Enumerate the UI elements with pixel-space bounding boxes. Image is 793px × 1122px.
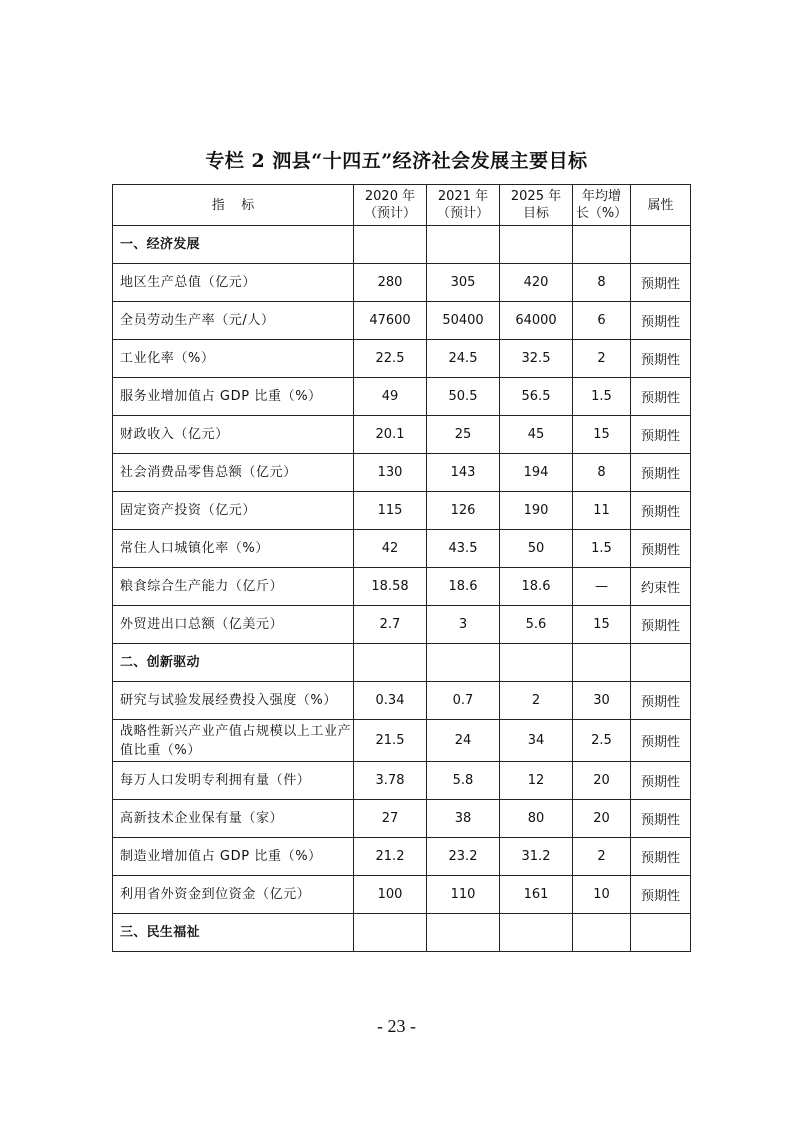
value-2021: 24.5 xyxy=(427,340,500,378)
value-2025: 194 xyxy=(500,454,573,492)
table-row xyxy=(113,492,691,530)
header-2025-line1: 2025 年 xyxy=(510,189,562,204)
value-2020: 2.7 xyxy=(354,606,427,644)
value-2025: 31.2 xyxy=(500,838,573,876)
header-attribute-label: 属性 xyxy=(647,197,674,213)
page-number: - 23 - xyxy=(377,1016,416,1036)
value-growth: 2 xyxy=(573,838,631,876)
value-2020: 0.34 xyxy=(354,682,427,720)
indicator-name: 地区生产总值（亿元） xyxy=(113,264,354,302)
value-growth: 6 xyxy=(573,302,631,340)
empty-cell xyxy=(573,226,631,264)
table-title: 专栏 2 泗县“十四五”经济社会发展主要目标 xyxy=(205,150,588,172)
indicator-name: 利用省外资金到位资金（亿元） xyxy=(113,876,354,914)
indicator-name: 每万人口发明专利拥有量（件） xyxy=(113,762,354,800)
header-row xyxy=(113,185,691,226)
value-attribute: 预期性 xyxy=(631,530,691,568)
value-2025: 190 xyxy=(500,492,573,530)
value-2021: 50.5 xyxy=(427,378,500,416)
value-2021: 18.6 xyxy=(427,568,500,606)
empty-cell xyxy=(631,644,691,682)
header-growth-line2: 长（%） xyxy=(575,206,628,221)
value-2021: 25 xyxy=(427,416,500,454)
header-indicator-label: 指 标 xyxy=(211,197,255,213)
value-2020: 49 xyxy=(354,378,427,416)
empty-cell xyxy=(354,914,427,952)
table-row xyxy=(113,682,691,720)
empty-cell xyxy=(573,914,631,952)
section-title: 二、创新驱动 xyxy=(113,644,354,682)
value-2025: 64000 xyxy=(500,302,573,340)
value-2021: 50400 xyxy=(427,302,500,340)
value-growth: 8 xyxy=(573,454,631,492)
indicator-name: 外贸进出口总额（亿美元） xyxy=(113,606,354,644)
indicator-name: 制造业增加值占 GDP 比重（%） xyxy=(113,838,354,876)
value-2020: 47600 xyxy=(354,302,427,340)
indicator-name: 粮食综合生产能力（亿斤） xyxy=(113,568,354,606)
value-2020: 3.78 xyxy=(354,762,427,800)
value-2021: 5.8 xyxy=(427,762,500,800)
value-2020: 100 xyxy=(354,876,427,914)
table-row xyxy=(113,720,691,762)
value-attribute: 预期性 xyxy=(631,378,691,416)
goals-table xyxy=(112,184,691,952)
table-row xyxy=(113,800,691,838)
header-attribute xyxy=(631,185,691,226)
value-attribute: 预期性 xyxy=(631,454,691,492)
value-2020: 21.5 xyxy=(354,720,427,762)
empty-cell xyxy=(354,644,427,682)
value-2025: 34 xyxy=(500,720,573,762)
value-2021: 305 xyxy=(427,264,500,302)
value-2021: 43.5 xyxy=(427,530,500,568)
table-row xyxy=(113,568,691,606)
value-growth: 2.5 xyxy=(573,720,631,762)
header-2020-line1: 2020 年 xyxy=(364,189,416,204)
value-2025: 80 xyxy=(500,800,573,838)
indicator-name: 战略性新兴产业产值占规模以上工业产值比重（%） xyxy=(113,720,354,762)
value-2025: 56.5 xyxy=(500,378,573,416)
value-2021: 126 xyxy=(427,492,500,530)
value-2021: 143 xyxy=(427,454,500,492)
value-2020: 22.5 xyxy=(354,340,427,378)
value-2025: 12 xyxy=(500,762,573,800)
value-growth: 20 xyxy=(573,762,631,800)
value-growth: 8 xyxy=(573,264,631,302)
value-2020: 42 xyxy=(354,530,427,568)
value-attribute: 预期性 xyxy=(631,720,691,762)
section-row-wellbeing xyxy=(113,914,691,952)
value-attribute: 约束性 xyxy=(631,568,691,606)
value-2025: 50 xyxy=(500,530,573,568)
table-row xyxy=(113,838,691,876)
value-2020: 18.58 xyxy=(354,568,427,606)
value-2020: 130 xyxy=(354,454,427,492)
value-growth: 1.5 xyxy=(573,378,631,416)
empty-cell xyxy=(573,644,631,682)
value-growth: 20 xyxy=(573,800,631,838)
value-2020: 20.1 xyxy=(354,416,427,454)
header-growth-line1: 年均增 xyxy=(581,189,621,204)
value-growth: 2 xyxy=(573,340,631,378)
value-2021: 23.2 xyxy=(427,838,500,876)
value-attribute: 预期性 xyxy=(631,264,691,302)
empty-cell xyxy=(427,226,500,264)
value-attribute: 预期性 xyxy=(631,302,691,340)
indicator-name: 固定资产投资（亿元） xyxy=(113,492,354,530)
value-attribute: 预期性 xyxy=(631,800,691,838)
indicator-name: 高新技术企业保有量（家） xyxy=(113,800,354,838)
header-2021 xyxy=(427,185,500,226)
empty-cell xyxy=(427,914,500,952)
indicator-name: 全员劳动生产率（元/人） xyxy=(113,302,354,340)
section-row-economy xyxy=(113,226,691,264)
value-attribute: 预期性 xyxy=(631,762,691,800)
indicator-name: 常住人口城镇化率（%） xyxy=(113,530,354,568)
value-2025: 5.6 xyxy=(500,606,573,644)
section-row-innovation xyxy=(113,644,691,682)
value-2025: 420 xyxy=(500,264,573,302)
section-title: 三、民生福祉 xyxy=(113,914,354,952)
value-2021: 3 xyxy=(427,606,500,644)
header-2021-line2: （预计） xyxy=(436,206,489,221)
value-2021: 38 xyxy=(427,800,500,838)
empty-cell xyxy=(427,644,500,682)
value-2025: 18.6 xyxy=(500,568,573,606)
table-row xyxy=(113,302,691,340)
value-2025: 32.5 xyxy=(500,340,573,378)
empty-cell xyxy=(631,914,691,952)
value-2020: 21.2 xyxy=(354,838,427,876)
table-row xyxy=(113,762,691,800)
table-row xyxy=(113,378,691,416)
table-row xyxy=(113,876,691,914)
value-growth: 10 xyxy=(573,876,631,914)
header-2020-line2: （预计） xyxy=(363,206,416,221)
table-row xyxy=(113,340,691,378)
table-row xyxy=(113,416,691,454)
empty-cell xyxy=(500,226,573,264)
empty-cell xyxy=(354,226,427,264)
value-growth: 15 xyxy=(573,416,631,454)
value-attribute: 预期性 xyxy=(631,492,691,530)
header-growth xyxy=(573,185,631,226)
table-row xyxy=(113,606,691,644)
value-2025: 2 xyxy=(500,682,573,720)
value-attribute: 预期性 xyxy=(631,416,691,454)
header-2025 xyxy=(500,185,573,226)
empty-cell xyxy=(500,644,573,682)
indicator-name: 服务业增加值占 GDP 比重（%） xyxy=(113,378,354,416)
table-row xyxy=(113,264,691,302)
value-attribute: 预期性 xyxy=(631,606,691,644)
value-growth: 1.5 xyxy=(573,530,631,568)
header-2025-line2: 目标 xyxy=(522,206,549,221)
value-2021: 0.7 xyxy=(427,682,500,720)
value-2020: 280 xyxy=(354,264,427,302)
header-indicator xyxy=(113,185,354,226)
header-2021-line1: 2021 年 xyxy=(437,189,489,204)
value-growth: — xyxy=(573,568,631,606)
value-2020: 27 xyxy=(354,800,427,838)
value-attribute: 预期性 xyxy=(631,340,691,378)
header-2020 xyxy=(354,185,427,226)
value-2025: 45 xyxy=(500,416,573,454)
value-growth: 15 xyxy=(573,606,631,644)
value-growth: 11 xyxy=(573,492,631,530)
value-2021: 24 xyxy=(427,720,500,762)
table-row xyxy=(113,530,691,568)
value-attribute: 预期性 xyxy=(631,838,691,876)
value-2021: 110 xyxy=(427,876,500,914)
empty-cell xyxy=(500,914,573,952)
indicator-name: 工业化率（%） xyxy=(113,340,354,378)
section-title: 一、经济发展 xyxy=(113,226,354,264)
empty-cell xyxy=(631,226,691,264)
value-2020: 115 xyxy=(354,492,427,530)
value-attribute: 预期性 xyxy=(631,682,691,720)
value-growth: 30 xyxy=(573,682,631,720)
indicator-name: 研究与试验发展经费投入强度（%） xyxy=(113,682,354,720)
value-attribute: 预期性 xyxy=(631,876,691,914)
indicator-name: 财政收入（亿元） xyxy=(113,416,354,454)
value-2025: 161 xyxy=(500,876,573,914)
indicator-name: 社会消费品零售总额（亿元） xyxy=(113,454,354,492)
table-row xyxy=(113,454,691,492)
